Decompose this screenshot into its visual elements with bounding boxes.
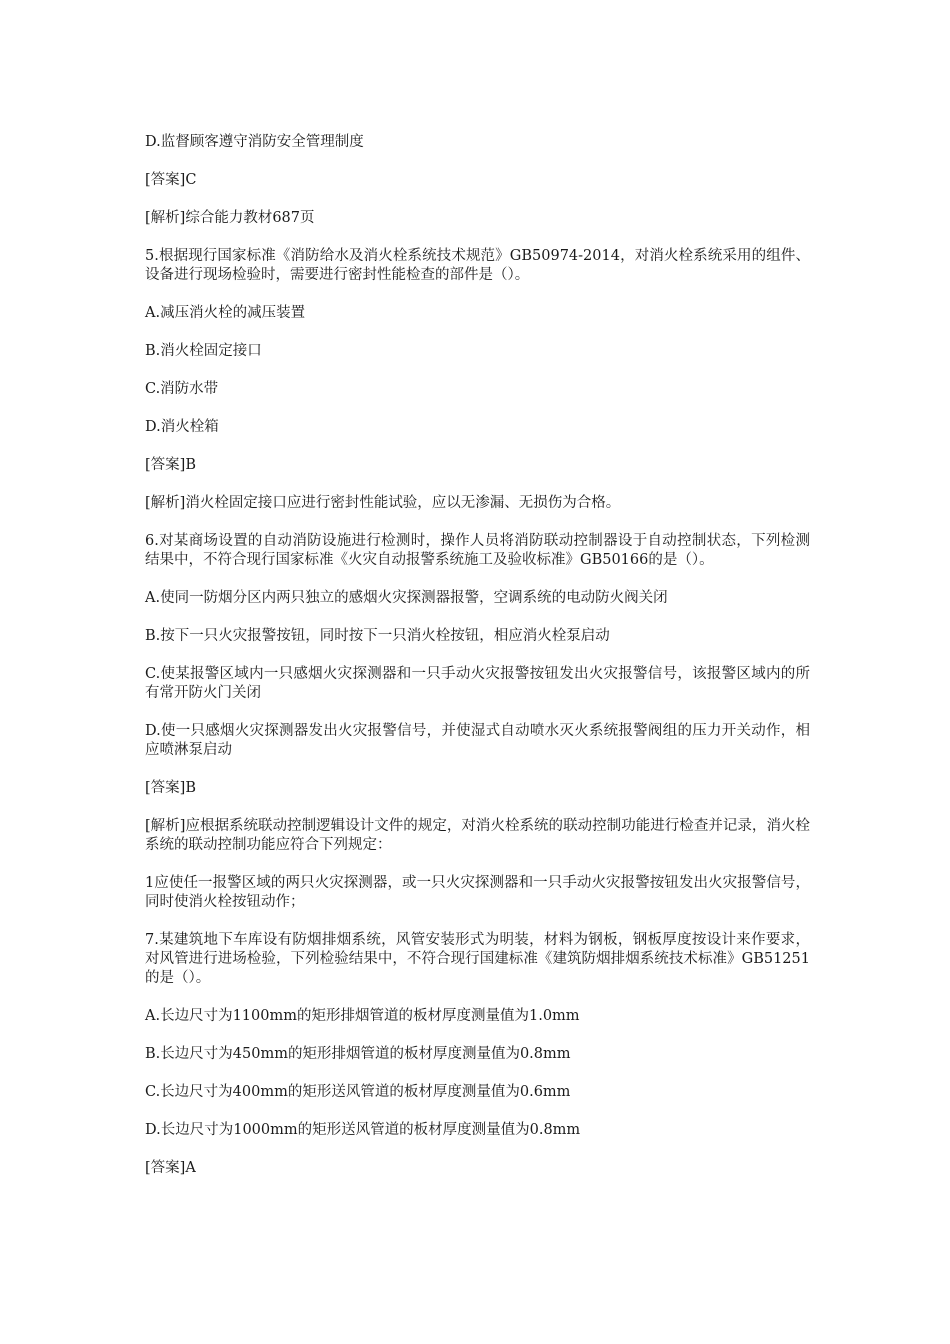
- option-c-q7: C.长边尺寸为400mm的矩形送风管道的板材厚度测量值为0.6mm: [145, 1084, 571, 1100]
- question-6: 6.对某商场设置的自动消防设施进行检测时，操作人员将消防联动控制器设于自动控制状态，下列检测结果中，不符合现行国家标准《火灾自动报警系统施工及验收标准》GB50166的是（）。: [145, 533, 810, 568]
- option-b-q5: B.消火栓固定接口: [145, 343, 262, 359]
- option-c-q5: C.消防水带: [145, 381, 219, 397]
- option-b-q6: B.按下一只火灾报警按钮，同时按下一只消火栓按钮，相应消火栓泵启动: [145, 628, 610, 644]
- question-5: 5.根据现行国家标准《消防给水及消火栓系统技术规范》GB50974-2014，对消火栓系统采用的组件、设备进行现场检验时，需要进行密封性能检查的部件是（）。: [145, 248, 810, 283]
- option-d-q4: D.监督顾客遵守消防安全管理制度: [145, 134, 364, 150]
- option-a-q6: A.使同一防烟分区内两只独立的感烟火灾探测器报警，空调系统的电动防火阀关闭: [145, 590, 668, 606]
- analysis-q5: [解析]消火栓固定接口应进行密封性能试验，应以无渗漏、无损伤为合格。: [145, 495, 621, 511]
- option-d-q5: D.消火栓箱: [145, 419, 219, 435]
- answer-q4: [答案]C: [145, 172, 197, 188]
- option-b-q7: B.长边尺寸为450mm的矩形排烟管道的板材厚度测量值为0.8mm: [145, 1046, 571, 1062]
- option-a-q5: A.减压消火栓的减压装置: [145, 305, 306, 321]
- analysis-q6: [解析]应根据系统联动控制逻辑设计文件的规定，对消火栓系统的联动控制功能进行检查并记录，消火栓系统的联动控制功能应符合下列规定：: [145, 818, 810, 853]
- option-c-q6: C.使某报警区域内一只感烟火灾探测器和一只手动火灾报警按钮发出火灾报警信号，该报警区域内的所有常开防火门关闭: [145, 666, 810, 701]
- answer-q5: [答案]B: [145, 457, 196, 473]
- option-d-q7: D.长边尺寸为1000mm的矩形送风管道的板材厚度测量值为0.8mm: [145, 1122, 581, 1138]
- answer-q6: [答案]B: [145, 780, 196, 796]
- answer-q7: [答案]A: [145, 1160, 196, 1176]
- question-7: 7.某建筑地下车库设有防烟排烟系统，风管安装形式为明装，材料为钢板，钢板厚度按设计来作要求，对风管进行进场检验，下列检验结果中，不符合现行国建标准《建筑防烟排烟系统技术标准》GB51251的是（）。: [145, 932, 810, 986]
- option-d-q6: D.使一只感烟火灾探测器发出火灾报警信号，并使湿式自动喷水灭火系统报警阀组的压力开关动作，相应喷淋泵启动: [145, 723, 810, 758]
- document-body: [145, 133, 810, 1178]
- option-a-q7: A.长边尺寸为1100mm的矩形排烟管道的板材厚度测量值为1.0mm: [145, 1008, 580, 1024]
- analysis-q6-item-1: 1应使任一报警区域的两只火灾探测器，或一只火灾探测器和一只手动火灾报警按钮发出火灾报警信号，同时使消火栓按钮动作；: [145, 875, 810, 910]
- analysis-q4: [解析]综合能力教材687页: [145, 210, 315, 226]
